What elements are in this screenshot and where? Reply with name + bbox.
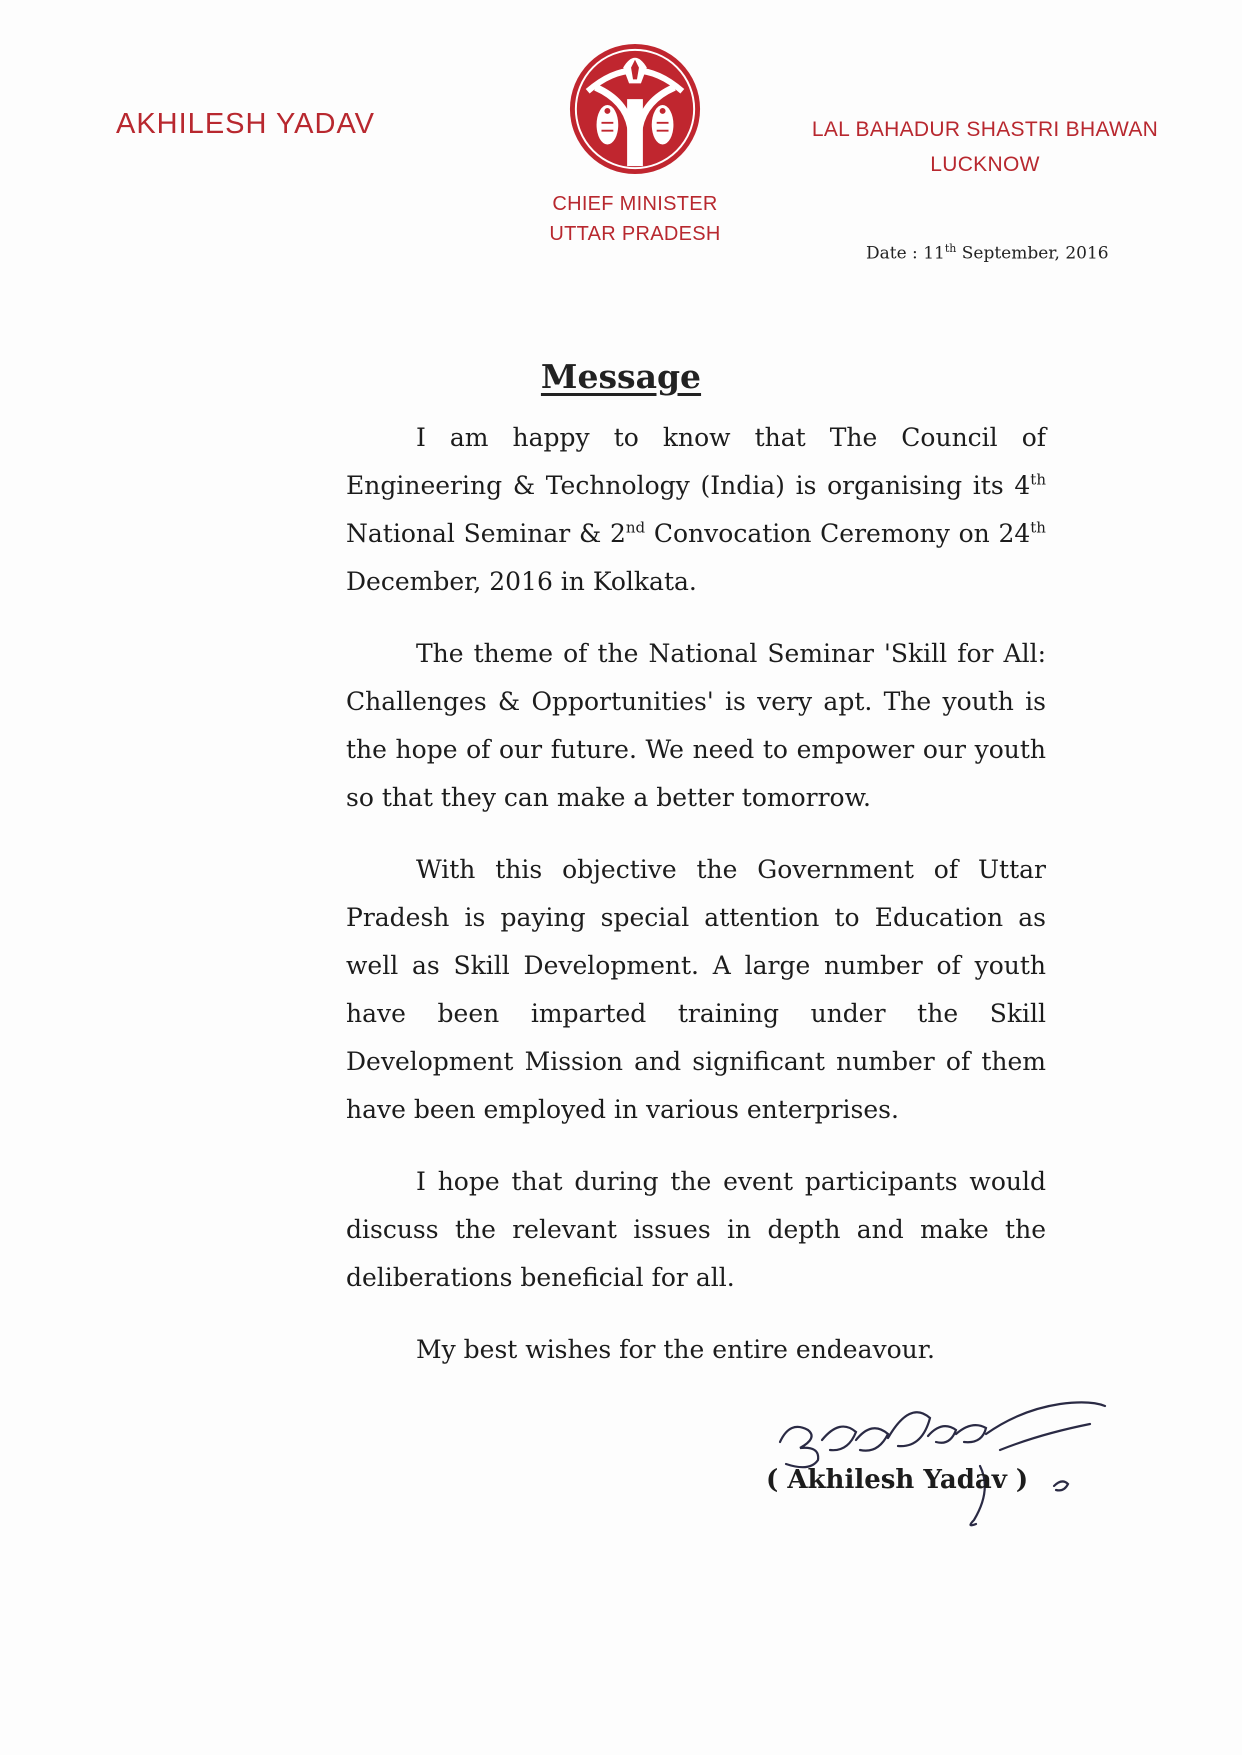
paragraph-1-text-a: I am happy to know that The Council of Engineering & Technology (India) is organising its 4 bbox=[346, 423, 1046, 500]
date-label: Date : 11 bbox=[866, 243, 945, 264]
ordinal-suffix: th bbox=[1030, 518, 1046, 537]
paragraph-1-text-b: National Seminar & 2 bbox=[346, 519, 626, 548]
state-emblem-icon bbox=[566, 40, 704, 178]
address-line-2: LUCKNOW bbox=[930, 153, 1040, 176]
letter-date bbox=[866, 242, 1109, 264]
closing-line: My best wishes for the entire endeavour. bbox=[416, 1335, 935, 1364]
signatory-name: ( Akhilesh Yadav ) bbox=[766, 1465, 1029, 1495]
page-title: Message bbox=[540, 357, 702, 396]
paragraph-1-text-d: December, 2016 in Kolkata. bbox=[346, 567, 697, 596]
address-line-1: LAL BAHADUR SHASTRI BHAWAN bbox=[811, 118, 1159, 141]
address-block bbox=[800, 112, 1170, 182]
office-title bbox=[520, 189, 750, 249]
date-rest: September, 2016 bbox=[956, 243, 1109, 264]
office-line-1: CHIEF MINISTER bbox=[552, 193, 718, 215]
ordinal-suffix: th bbox=[1030, 470, 1046, 489]
date-suffix: th bbox=[944, 242, 957, 255]
handwritten-signature-icon bbox=[760, 1390, 1140, 1530]
paragraph-1 bbox=[346, 414, 1046, 606]
paragraph-2: The theme of the National Seminar 'Skill for All: Challenges & Opportunities' is very apt. The youth is the hope of our future. We need to empower our youth so that they can make a better tomorrow. bbox=[346, 639, 1046, 812]
message-body bbox=[346, 414, 1046, 1374]
letterhead-name: AKHILESH YADAV bbox=[116, 108, 375, 140]
paragraph-1-text-c: Convocation Ceremony on 24 bbox=[645, 519, 1031, 548]
paragraph-3: With this objective the Government of Uttar Pradesh is paying special attention to Education as well as Skill Development. A large number of youth have been imparted training under the Skill Development Mission and significant number of them have been employed in various enterprises. bbox=[346, 855, 1046, 1124]
ordinal-suffix: nd bbox=[625, 518, 646, 537]
office-line-2: UTTAR PRADESH bbox=[549, 223, 721, 245]
paragraph-4: I hope that during the event participants would discuss the relevant issues in depth and make the deliberations beneficial for all. bbox=[346, 1167, 1046, 1292]
